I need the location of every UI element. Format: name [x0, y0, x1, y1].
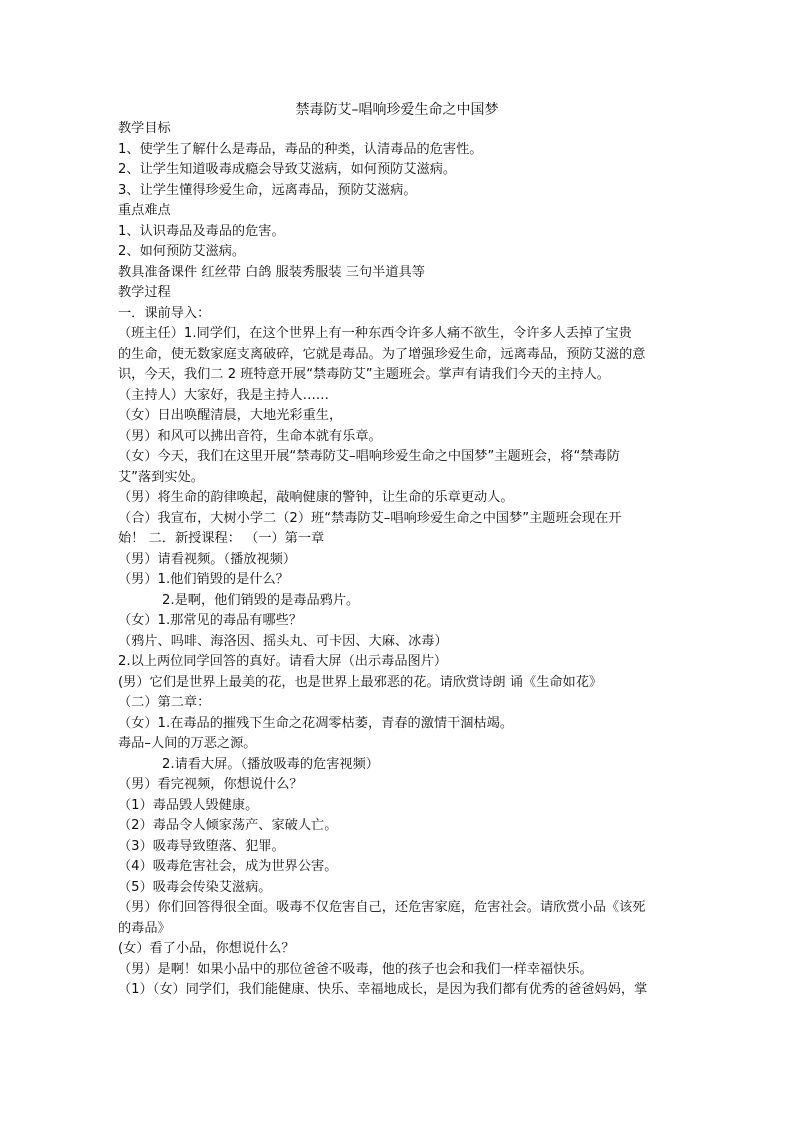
document-body — [118, 119, 678, 1001]
text-line: （女）日出唤醒清晨，大地光彩重生， — [118, 408, 343, 423]
text-line: 始！ 二．新授课程： （一）第一章 — [118, 531, 325, 546]
text-line: 2.是啊，他们销毁的是毒品鸦片。 — [162, 592, 360, 608]
text-line: （班主任）1.同学们，在这个世界上有一种东西令许多人痛不欲生，令许多人丢掉了宝贵 — [118, 326, 632, 341]
text-line: （4）吸毒危害社会，成为世界公害。 — [118, 859, 338, 874]
document-title: 禁毒防艾–唱响珍爱生命之中国梦 — [295, 102, 499, 118]
text-line: 的生命，使无数家庭支离破碎，它就是毒品。为了增强珍爱生命，远离毒品，预防艾滋的意 — [118, 346, 646, 362]
text-line: 重点难点 — [118, 203, 171, 218]
text-line: （女）今天，我们在这里开展“禁毒防艾–唱响珍爱生命之中国梦”主题班会，将“禁毒防 — [118, 449, 620, 464]
text-line: 2.以上两位同学回答的真好。请看大屏（出示毒品图片） — [118, 654, 448, 669]
text-line: （男）看完视频，你想说什么？ — [118, 777, 303, 792]
text-line: 教学目标 — [118, 121, 171, 136]
text-line: 2、让学生知道吸毒成瘾会导致艾滋病，如何预防艾滋病。 — [118, 162, 457, 177]
text-line: （1）毒品毁人毁健康。 — [118, 797, 259, 813]
text-line: （女）1.那常见的毒品有哪些？ — [118, 613, 303, 628]
text-line: （男）1.他们销毁的是什么？ — [118, 572, 289, 587]
text-line: （女）1.在毒品的摧残下生命之花凋零枯萎，青春的激情干涸枯竭。 — [118, 715, 514, 731]
text-line: （鸦片、吗啡、海洛因、摇头丸、可卡因、大麻、冰毒） — [118, 633, 448, 649]
text-line: （主持人）大家好，我是主持人…… — [118, 387, 329, 403]
text-line: （1）（女）同学们，我们能健康、快乐、幸福地成长，是因为我们都有优秀的爸爸妈妈，掌 — [118, 982, 648, 997]
text-line: 1、使学生了解什么是毒品，毒品的种类，认清毒品的危害性。 — [118, 141, 483, 157]
text-line: （男）请看视频。（播放视频） — [118, 551, 297, 567]
text-line: 教具准备课件 红丝带 白鸽 服装秀服装 三句半道具等 — [118, 264, 425, 280]
text-line: （二）第二章： — [118, 695, 211, 710]
text-line: 一．课前导入： — [118, 305, 211, 321]
text-line: (男）它们是世界上最美的花，也是世界上最邪恶的花。请欣赏诗朗 诵《生命如花》 — [118, 674, 603, 690]
text-line: （男）是啊！如果小品中的那位爸爸不吸毒，他的孩子也会和我们一样幸福快乐。 — [118, 961, 593, 977]
text-line: 2.请看大屏。（播放吸毒的危害视频） — [162, 756, 379, 772]
text-line: （合）我宣布，大树小学二（2）班“禁毒防艾–唱响珍爱生命之中国梦”主题班会现在开 — [118, 510, 622, 526]
text-line: （3）吸毒导致堕落、犯罪。 — [118, 838, 285, 854]
text-line: （男）和风可以拂出音符，生命本就有乐章。 — [118, 428, 382, 444]
text-line: (女）看了小品，你想说什么？ — [118, 941, 295, 956]
text-line: 2、如何预防艾滋病。 — [118, 244, 246, 259]
text-line: 的毒品》 — [118, 920, 171, 936]
text-line: （男）你们回答得很全面。吸毒不仅危害自己，还危害家庭，危害社会。请欣赏小品《该死 — [118, 900, 646, 915]
text-line: 毒品–人间的万恶之源。 — [118, 736, 257, 751]
text-line: 识，今天，我们二 2 班特意开展“禁毒防艾”主题班会。掌声有请我们今天的主持人。 — [118, 367, 610, 382]
text-line: 1、认识毒品及毒品的危害。 — [118, 223, 285, 239]
text-line: 3、让学生懂得珍爱生命，远离毒品，预防艾滋病。 — [118, 182, 417, 198]
text-line: 艾”落到实处。 — [118, 469, 204, 485]
text-line: （5）吸毒会传染艾滋病。 — [118, 879, 272, 895]
text-line: （男）将生命的韵律唤起，敲响健康的警钟，让生命的乐章更动人。 — [118, 490, 514, 505]
text-line: 教学过程 — [118, 285, 171, 300]
text-line: （2）毒品令人倾家荡产、家破人亡。 — [118, 818, 338, 833]
